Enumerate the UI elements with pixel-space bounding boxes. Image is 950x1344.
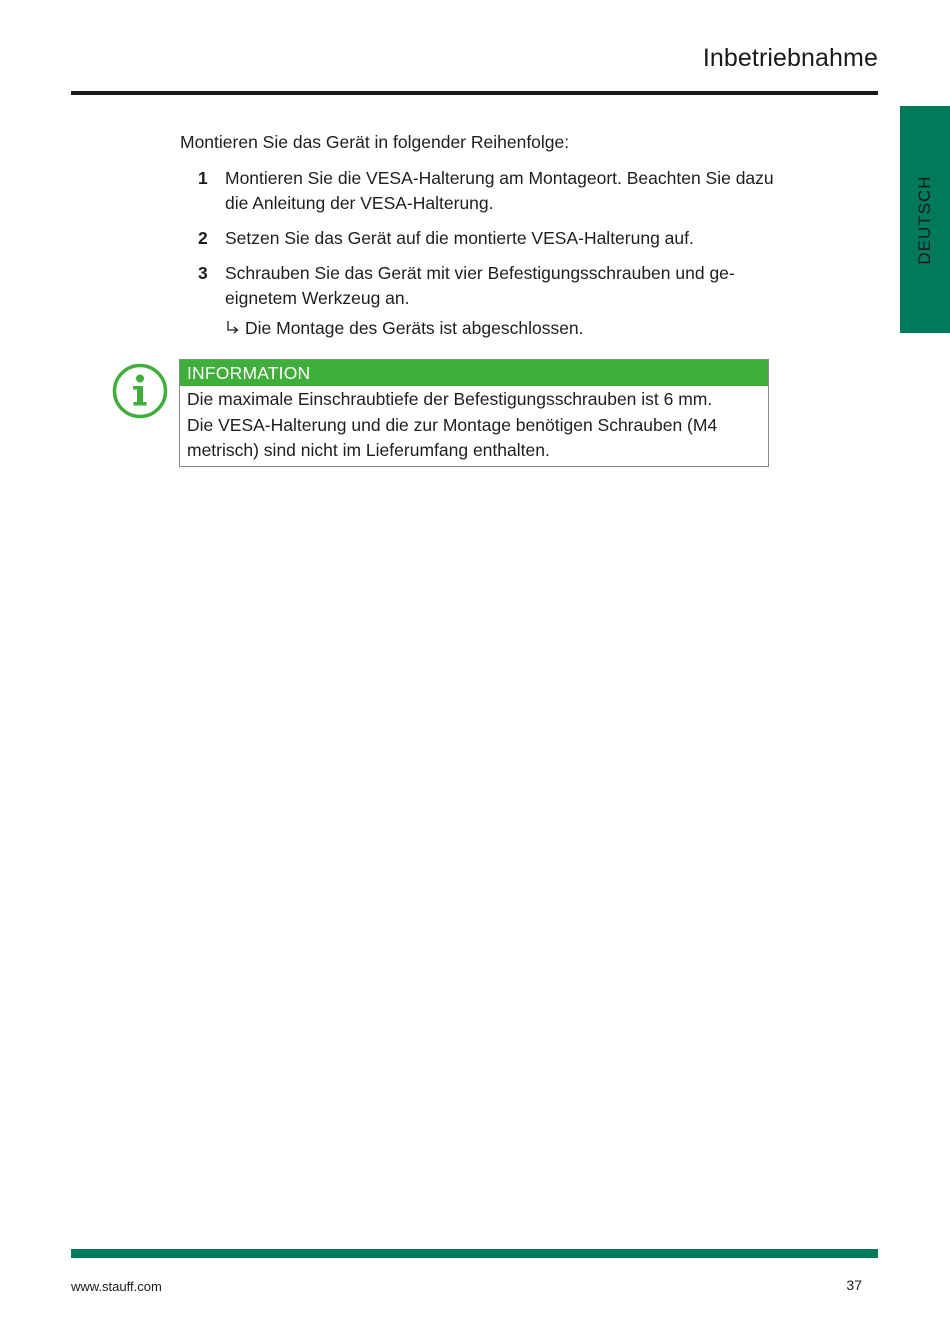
intro-text: Montieren Sie das Gerät in folgender Reihenfolge:: [180, 132, 570, 152]
step-item: [180, 261, 780, 311]
main-content: [180, 130, 780, 341]
page-title: Inbetriebnahme: [702, 44, 878, 72]
info-box-line: metrisch) sind nicht im Lieferumfang enthalten.: [187, 440, 550, 460]
info-box-line: Die maximale Einschraubtiefe der Befestigungsschrauben ist 6 mm.: [187, 389, 713, 409]
step-item: [180, 166, 780, 216]
result-text: Die Montage des Geräts ist abgeschlossen.: [245, 318, 584, 338]
footer-url: www.stauff.com: [71, 1279, 162, 1294]
info-box-line: Die VESA-Halterung und die zur Montage benötigen Schrauben (M4: [187, 414, 718, 435]
info-box-title: INFORMATION: [180, 360, 768, 386]
page-number: 37: [846, 1277, 862, 1293]
header-rule: [71, 91, 878, 95]
step-number: 1: [198, 168, 208, 188]
step-number: 2: [198, 228, 208, 248]
language-tab: [900, 106, 950, 333]
footer-rule: [71, 1249, 878, 1258]
language-tab-label: DEUTSCH: [915, 174, 934, 265]
step-number: 3: [198, 263, 208, 283]
result-line: [225, 316, 780, 341]
info-icon: [112, 363, 168, 419]
result-arrow-icon: [225, 316, 245, 341]
step-item: [180, 226, 780, 251]
step-text: Setzen Sie das Gerät auf die montierte VESA-Halterung auf.: [225, 228, 694, 248]
step-text: Schrauben Sie das Gerät mit vier Befestigungsschrauben und ge-eignetem Werkzeug an.: [225, 263, 735, 308]
info-box-body: [180, 386, 768, 466]
step-text: Montieren Sie die VESA-Halterung am Montageort. Beachten Sie dazu die Anleitung der VESA-Halterung.: [225, 168, 774, 213]
info-box: [179, 359, 769, 467]
